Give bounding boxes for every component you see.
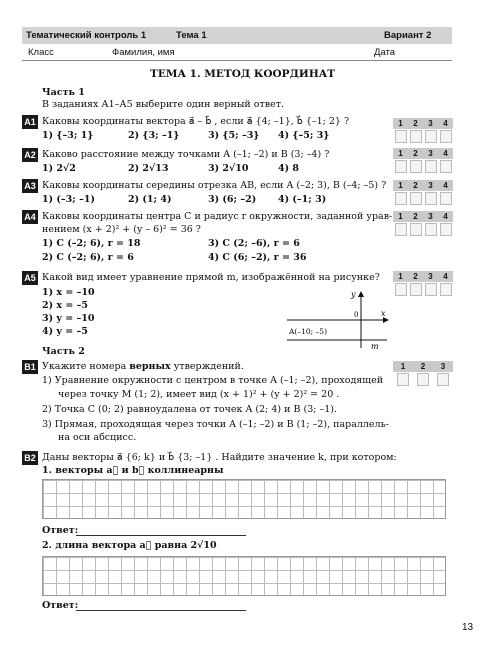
label-a4: А4 — [22, 210, 38, 224]
question-a5: Какой вид имеет уравнение прямой m, изображённой на рисунке? — [42, 272, 380, 283]
cell[interactable] — [395, 160, 407, 173]
origin-label: 0 — [354, 311, 359, 319]
a5-option-2: 2) x = –5 — [42, 300, 89, 311]
a5-option-3: 3) y = –10 — [42, 313, 95, 324]
cell[interactable] — [410, 130, 422, 143]
part1-heading: Часть 1 — [42, 87, 85, 98]
answer-box-a1[interactable]: 1 2 3 4 — [393, 118, 453, 146]
name-field[interactable]: Фамилия, имя — [112, 47, 175, 58]
a2-option-2: 2) 2√13 — [128, 163, 169, 174]
a1-option-3: 3) {5; –3} — [208, 130, 260, 141]
label-b1: В1 — [22, 360, 38, 374]
cell[interactable] — [397, 373, 409, 386]
label-a5: А5 — [22, 271, 38, 285]
a4-option-4: 4) C (6; –2), r = 36 — [208, 252, 307, 263]
header-top-row — [22, 27, 452, 44]
a4-option-3: 3) C (2; –6), r = 6 — [208, 238, 300, 249]
question-a1: Каковы координаты вектора a⃗ – b⃗ , если a⃗ {4; –1}, b⃗ {–1; 2} ? — [42, 116, 350, 127]
b1-statement-3a: 3) Прямая, проходящая через точки A (–1; –2) и B (1; –2), параллель- — [42, 419, 389, 430]
line-figure — [285, 288, 390, 350]
b2-subquestion-1: 1. векторы a⃗ и b⃗ коллинеарны — [42, 465, 224, 476]
page-title: ТЕМА 1. МЕТОД КООРДИНАТ — [150, 68, 336, 80]
control-title: Тематический контроль 1 — [26, 30, 147, 41]
a2-option-3: 3) 2√10 — [208, 163, 249, 174]
answer-label-1: Ответ: — [42, 525, 79, 536]
question-b1: Укажите номера верных утверждений. — [42, 361, 244, 372]
cell[interactable] — [395, 130, 407, 143]
label-a1: А1 — [22, 115, 38, 129]
a1-option-4: 4) {–5; 3} — [278, 130, 330, 141]
answer-box-a2[interactable]: 1 2 3 4 — [393, 148, 453, 176]
a2-option-1: 1) 2√2 — [42, 163, 76, 174]
answer-box-a3[interactable]: 1 2 3 4 — [393, 180, 453, 208]
cell[interactable] — [395, 192, 407, 205]
cell[interactable] — [410, 160, 422, 173]
b1-statement-1b: через точку M (1; 2), имеет вид (x + 1)² + (y + 2)² = 20 . — [58, 389, 340, 400]
cell[interactable] — [425, 160, 437, 173]
a4-option-1: 1) C (–2; 6), r = 18 — [42, 238, 141, 249]
variant-label: Вариант 2 — [384, 30, 432, 41]
a3-option-3: 3) (6; –2) — [208, 194, 257, 205]
label-b2: В2 — [22, 451, 38, 465]
cell[interactable] — [395, 283, 407, 296]
question-a2: Каково расстояние между точками A (–1; –2) и B (3; –4) ? — [42, 149, 330, 160]
answer-line-1[interactable] — [76, 535, 246, 536]
a3-option-4: 4) (–1; 3) — [278, 194, 327, 205]
question-a4-line1: Каковы координаты центра C и радиус r окружности, заданной урав- — [42, 211, 393, 222]
header — [22, 27, 452, 61]
cell[interactable] — [425, 130, 437, 143]
label-a3: А3 — [22, 179, 38, 193]
a1-option-1: 1) {–3; 1} — [42, 130, 94, 141]
class-field[interactable]: Класс — [28, 47, 54, 58]
label-a2: А2 — [22, 148, 38, 162]
page-number: 13 — [462, 622, 474, 633]
b1-statement-1a: 1) Уравнение окружности с центром в точке A (–1; –2), проходящей — [42, 375, 384, 386]
theme-label: Тема 1 — [176, 30, 207, 41]
a1-option-2: 2) {3; –1} — [128, 130, 180, 141]
b1-statement-3b: на оси абсцисс. — [58, 432, 137, 443]
cell[interactable] — [425, 223, 437, 236]
a2-option-4: 4) 8 — [278, 163, 300, 174]
cell[interactable] — [437, 373, 449, 386]
work-grid-2[interactable] — [42, 556, 446, 596]
y-axis-label: y — [351, 290, 356, 299]
a3-option-1: 1) (–3; –1) — [42, 194, 95, 205]
line-m-label: m — [371, 342, 379, 350]
question-b2: Даны векторы a⃗ {6; k} и b⃗ {3; –1} . Найдите значение k, при котором: — [42, 452, 397, 463]
answer-line-2[interactable] — [76, 610, 246, 611]
a4-option-2: 2) C (–2; 6), r = 6 — [42, 252, 134, 263]
date-field[interactable]: Дата — [374, 47, 396, 58]
cell[interactable] — [410, 223, 422, 236]
question-a3: Каковы координаты середины отрезка AB, если A (–2; 3), B (–4; –5) ? — [42, 180, 387, 191]
b2-subquestion-2: 2. длина вектора a⃗ равна 2√10 — [42, 540, 217, 551]
cell[interactable] — [417, 373, 429, 386]
cell[interactable] — [440, 283, 452, 296]
a3-option-2: 2) (1; 4) — [128, 194, 172, 205]
cell[interactable] — [410, 192, 422, 205]
cell[interactable] — [440, 130, 452, 143]
cell[interactable] — [440, 192, 452, 205]
cell[interactable] — [410, 283, 422, 296]
answer-box-b1[interactable]: 1 2 3 — [393, 361, 453, 389]
part1-instruction: В заданиях А1–А5 выберите один верный ответ. — [42, 99, 284, 110]
part2-heading: Часть 2 — [42, 346, 85, 357]
x-axis-label: x — [381, 309, 386, 318]
cell[interactable] — [395, 223, 407, 236]
cell[interactable] — [425, 192, 437, 205]
a5-option-1: 1) x = –10 — [42, 287, 95, 298]
answer-box-a4[interactable]: 1 2 3 4 — [393, 211, 453, 239]
a5-option-4: 4) y = –5 — [42, 326, 88, 337]
cell[interactable] — [440, 160, 452, 173]
point-label: A(–10; –5) — [289, 327, 327, 336]
b1-statement-2: 2) Точка C (0; 2) равноудалена от точек A (2; 4) и B (3; –1). — [42, 404, 337, 415]
question-a4-line2: нением (x + 2)² + (y – 6)² = 36 ? — [42, 224, 201, 235]
work-grid-1[interactable] — [42, 479, 446, 519]
header-bottom-row — [22, 44, 452, 61]
answer-box-a5[interactable]: 1 2 3 4 — [393, 271, 453, 299]
cell[interactable] — [440, 223, 452, 236]
cell[interactable] — [425, 283, 437, 296]
answer-label-2: Ответ: — [42, 600, 79, 611]
